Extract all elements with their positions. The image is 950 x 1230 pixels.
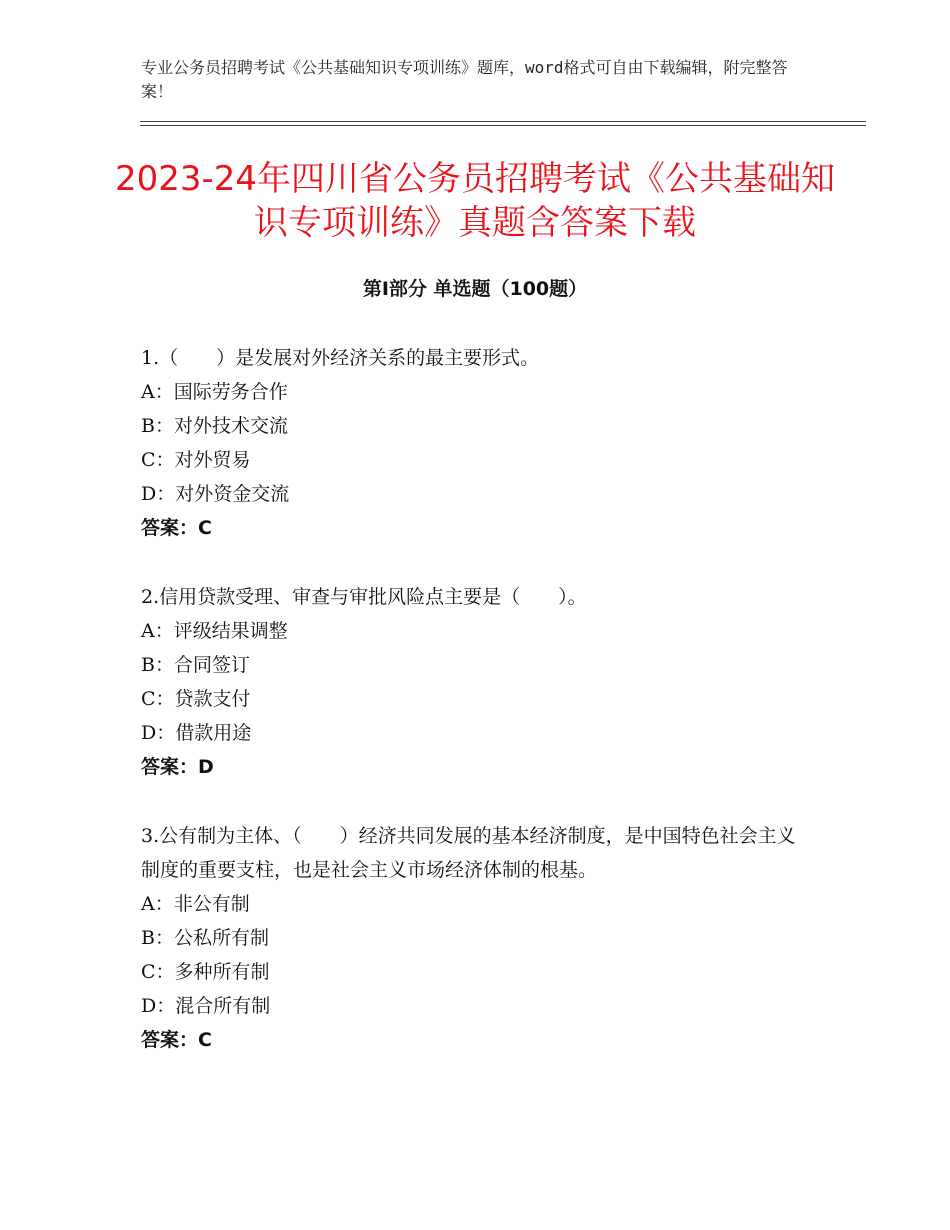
question-stem: 3.公有制为主体、（ ）经济共同发展的基本经济制度，是中国特色社会主义制度的重要支柱，也是社会主义市场经济体制的根基。 [141, 825, 796, 881]
answer: 答案：D [141, 756, 214, 778]
option-b: B：对外技术交流 [141, 415, 288, 437]
option-b: B：公私所有制 [141, 927, 269, 949]
option-a: A：国际劳务合作 [141, 381, 288, 403]
option-a: A：评级结果调整 [141, 620, 288, 642]
question-1 [141, 341, 806, 545]
header-divider [140, 121, 866, 122]
option-a: A：非公有制 [141, 893, 250, 915]
header-divider-secondary [140, 125, 866, 126]
option-d: D：对外资金交流 [141, 483, 290, 505]
option-c: C：贷款支付 [141, 688, 251, 710]
option-c: C：多种所有制 [141, 961, 270, 983]
document-title: 2023-24年四川省公务员招聘考试《公共基础知识专项训练》真题含答案下载 [114, 159, 836, 243]
header-note: 专业公务员招聘考试《公共基础知识专项训练》题库，word格式可自由下载编辑，附完整答案！ [141, 58, 788, 101]
option-d: D：混合所有制 [141, 995, 271, 1017]
option-d: D：借款用途 [141, 722, 252, 744]
question-stem: 2.信用贷款受理、审查与审批风险点主要是（ ）。 [141, 586, 587, 608]
question-2 [141, 580, 806, 784]
option-c: C：对外贸易 [141, 449, 251, 471]
option-b: B：合同签订 [141, 654, 250, 676]
answer: 答案：C [141, 1029, 212, 1051]
section-title: 第Ⅰ部分 单选题（100题） [362, 278, 588, 300]
answer: 答案：C [141, 517, 212, 539]
question-3 [141, 819, 806, 1057]
question-stem: 1.（ ）是发展对外经济关系的最主要形式。 [141, 347, 540, 369]
